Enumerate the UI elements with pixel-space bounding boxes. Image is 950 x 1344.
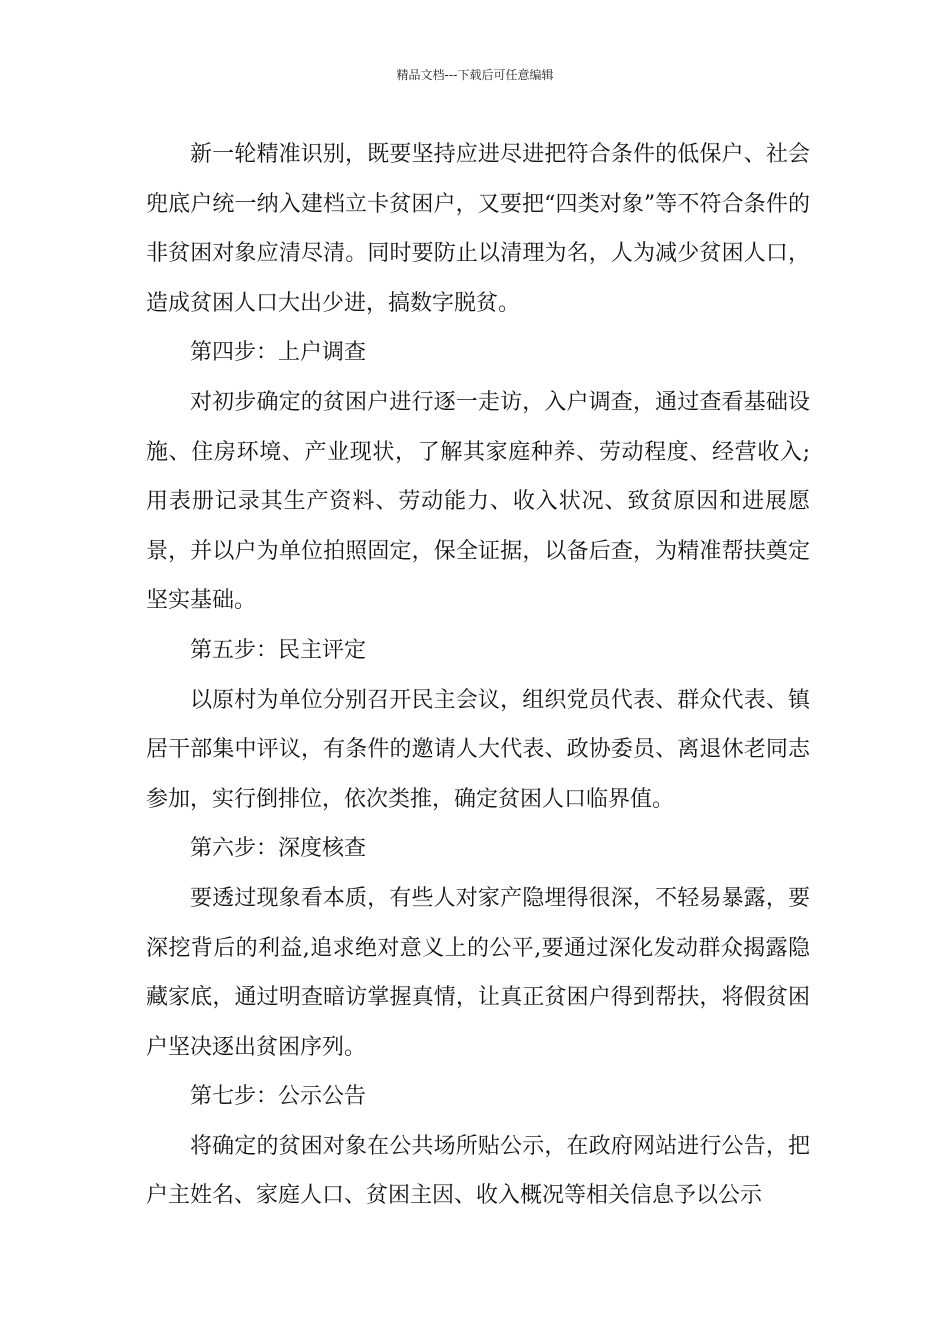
section-heading-step-4: 第四步：上户调查 <box>190 340 367 366</box>
section-heading-step-6: 第六步：深度核查 <box>190 836 367 862</box>
page-header: 精品文档---下载后可任意编辑 <box>396 68 554 82</box>
document-body <box>146 130 810 1221</box>
body-paragraph: 以原村为单位分别召开民主会议，组织党员代表、群众代表、镇居干部集中评议，有条件的邀请人大代表、政协委员、离退休老同志参加，实行倒排位，依次类推，确定贫困人口临界值。 <box>146 687 810 812</box>
section-heading-step-5: 第五步：民主评定 <box>190 637 367 663</box>
body-paragraph: 新一轮精准识别，既要坚持应进尽进把符合条件的低保户、社会兜底户统一纳入建档立卡贫困户，又要把“四类对象”等不符合条件的非贫困对象应清尽清。同时要防止以清理为名，人为减少贫困人口，造成贫困人口大出少进，搞数字脱贫。 <box>146 142 810 316</box>
body-paragraph: 将确定的贫困对象在公共场所贴公示，在政府网站进行公告，把户主姓名、家庭人口、贫困主因、收入概况等相关信息予以公示 <box>146 1133 810 1209</box>
section-heading-step-7: 第七步：公示公告 <box>190 1084 367 1110</box>
body-paragraph: 要透过现象看本质，有些人对家产隐埋得很深，不轻易暴露，要深挖背后的利益,追求绝对意义上的公平,要通过深化发动群众揭露隐藏家底，通过明查暗访掌握真情，让真正贫困户得到帮扶，将假贫困户坚决逐出贫困序列。 <box>146 885 810 1060</box>
body-paragraph: 对初步确定的贫困户进行逐一走访，入户调查，通过查看基础设施、住房环境、产业现状，了解其家庭种养、劳动程度、经营收入;用表册记录其生产资料、劳动能力、收入状况、致贫原因和进展愿景，并以户为单位拍照固定，保全证据，以备后查，为精准帮扶奠定坚实基础。 <box>146 389 810 614</box>
